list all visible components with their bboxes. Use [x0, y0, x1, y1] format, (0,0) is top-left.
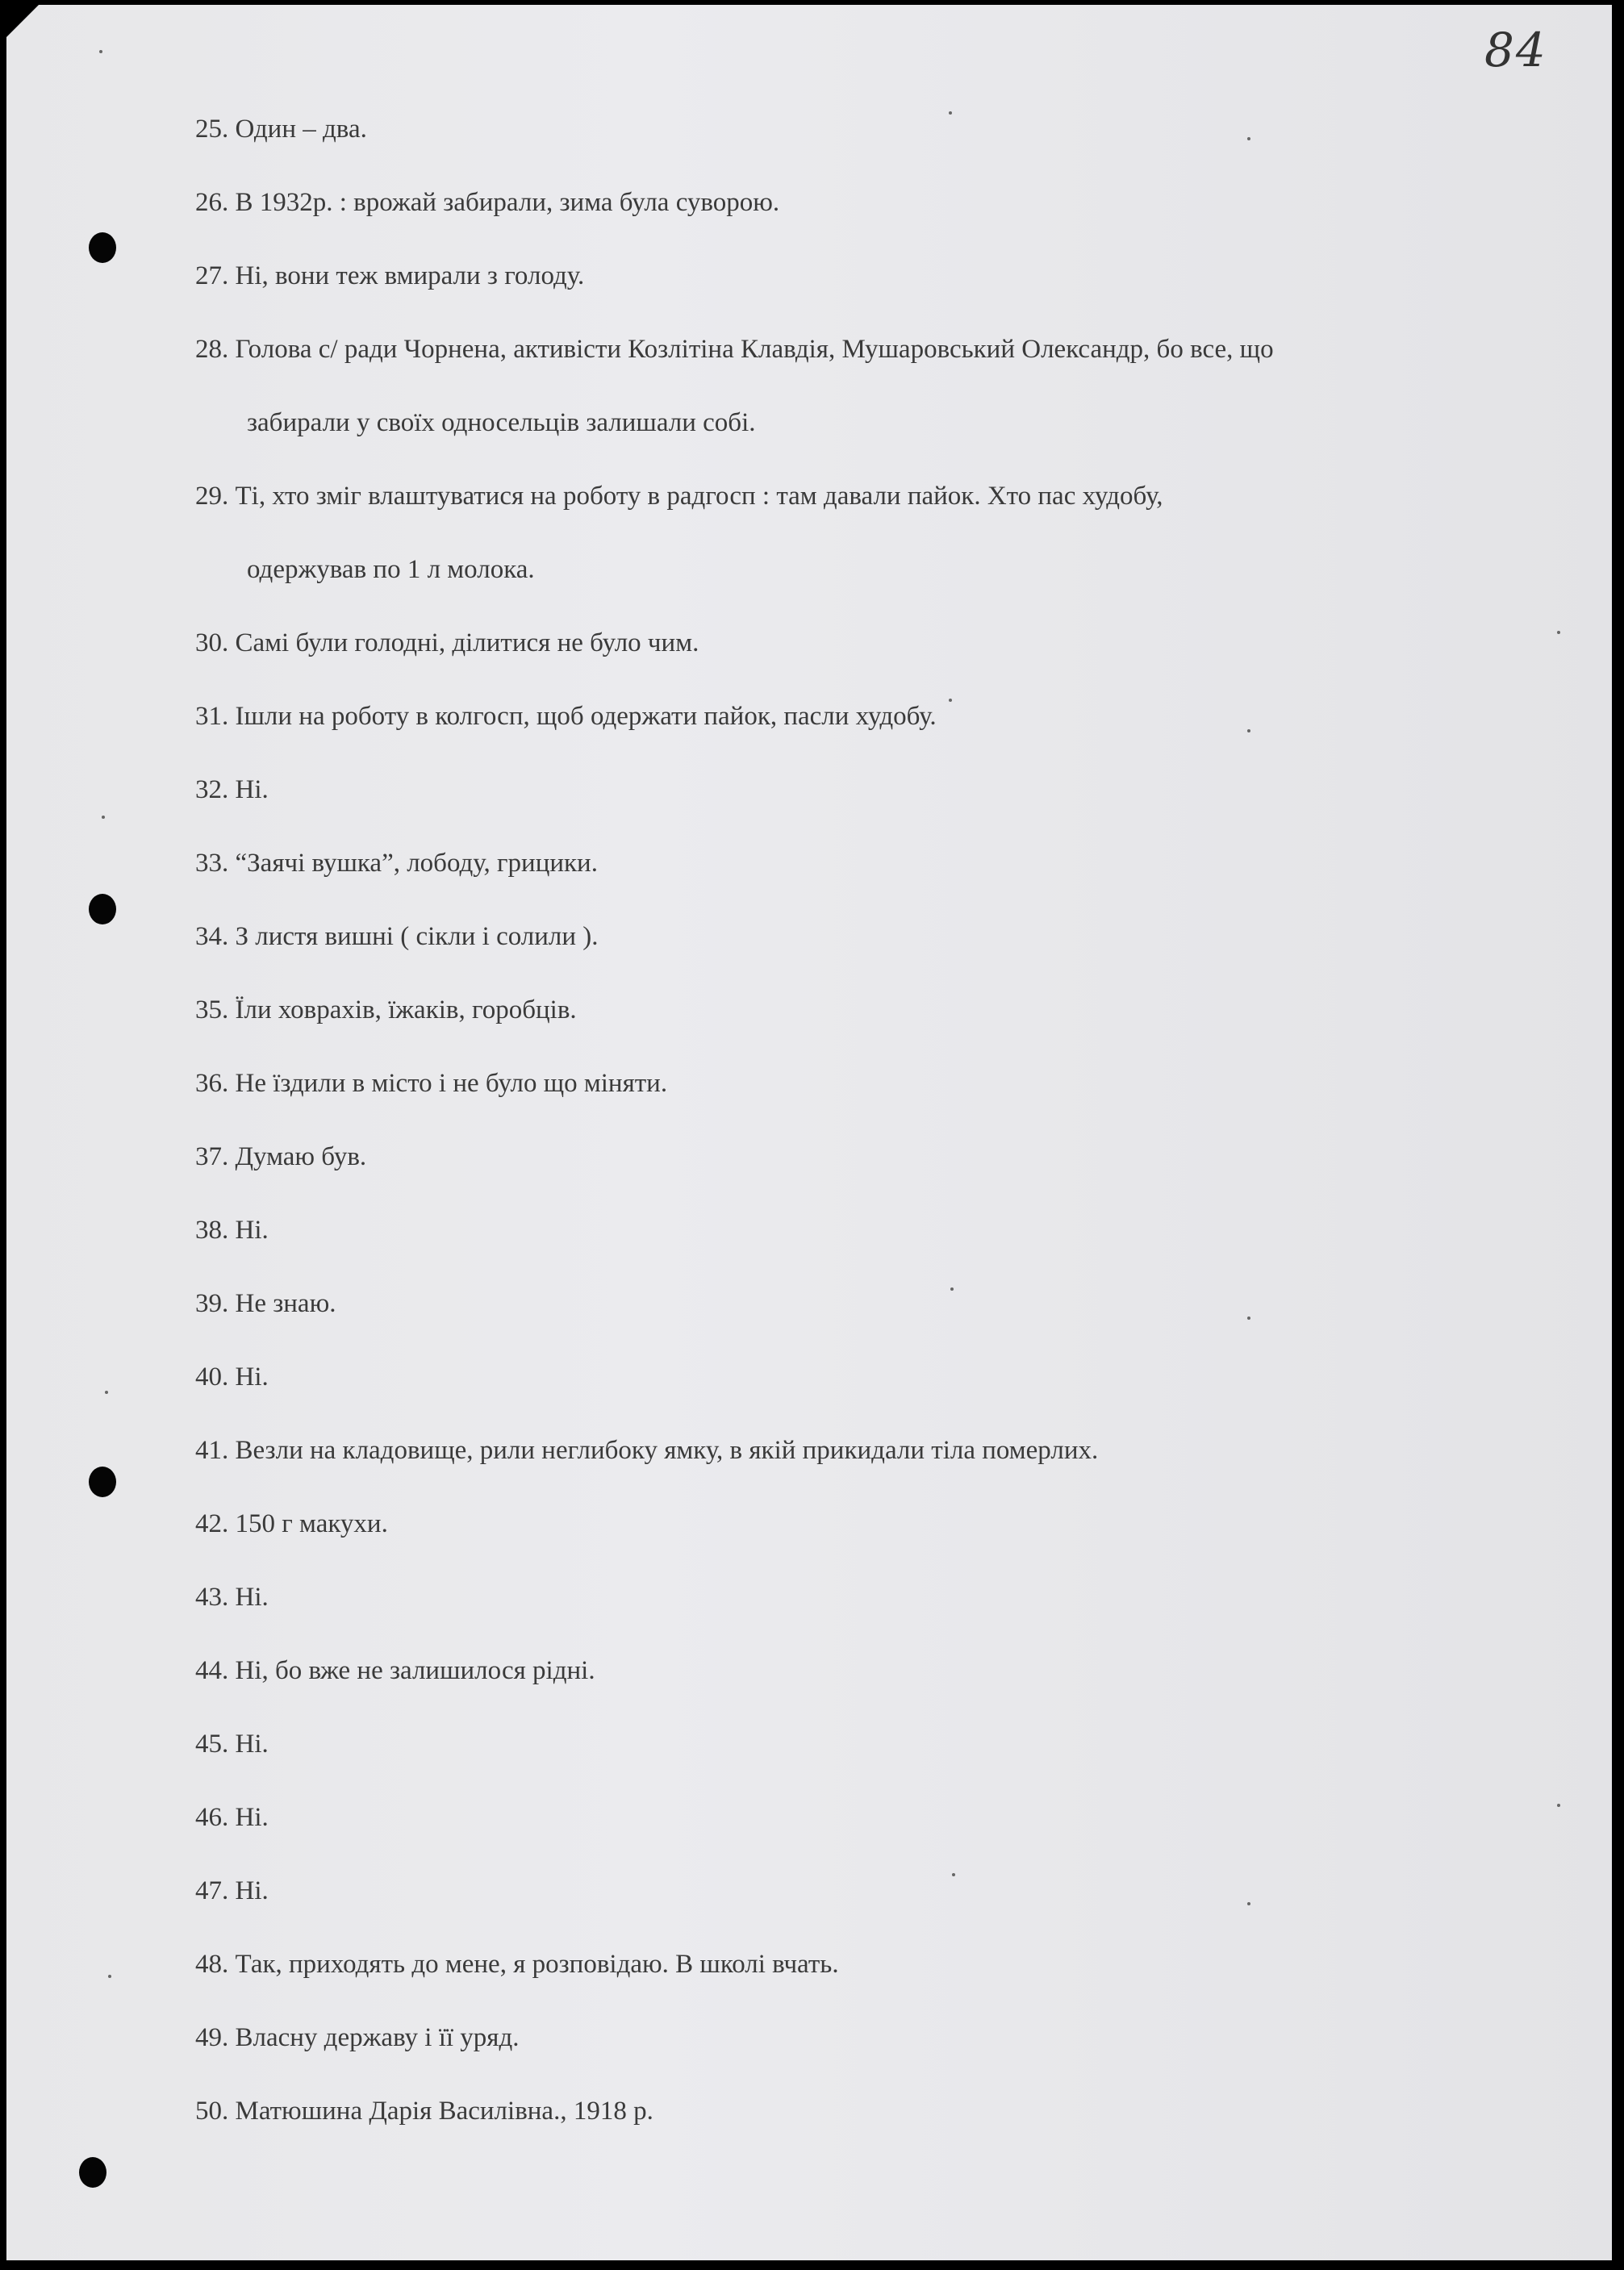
answer-line: 42. 150 г макухи. [195, 1509, 388, 1538]
answer-line: 27. Ні, вони теж вмирали з голоду. [195, 261, 585, 290]
answer-line: 36. Не їздили в місто і не було що міняти. [195, 1069, 668, 1098]
answer-line: 38. Ні. [195, 1216, 269, 1245]
answer-line: 31. Ішли на роботу в колгосп, щоб одержати пайок, пасли худобу. [195, 702, 937, 731]
answer-line: 35. Їли ховрахів, їжаків, горобців. [195, 995, 577, 1024]
answer-line: 30. Самі були голодні, ділитися не було чим. [195, 628, 699, 657]
answer-line: 49. Власну державу і її уряд. [195, 2023, 520, 2052]
answer-line: 32. Ні. [195, 775, 269, 804]
answer-line: 41. Везли на кладовище, рили неглибоку ямку, в якій прикидали тіла померлих. [195, 1436, 1099, 1465]
answer-line: 50. Матюшина Дарія Василівна., 1918 р. [195, 2097, 653, 2126]
speck [102, 816, 105, 819]
scan-corner [6, 5, 39, 37]
punch-hole [89, 1467, 116, 1497]
answer-line: 39. Не знаю. [195, 1289, 336, 1318]
punch-hole [79, 2157, 106, 2188]
speck [108, 1975, 111, 1978]
answer-line: 44. Ні, бо вже не залишилося рідні. [195, 1656, 595, 1685]
answer-line: 28. Голова с/ ради Чорнена, активісти Козлітіна Клавдія, Мушаровський Олександр, бо все, що [195, 335, 1274, 364]
answer-line: 40. Ні. [195, 1362, 269, 1392]
answer-line: 33. “Заячі вушка”, лободу, грицики. [195, 849, 598, 878]
answer-line: 48. Так, приходять до мене, я розповідаю. В школі вчать. [195, 1950, 839, 1979]
speck [105, 1391, 108, 1394]
page-number: 84 [1484, 23, 1547, 77]
answer-line: 47. Ні. [195, 1876, 269, 1905]
punch-hole [89, 232, 116, 263]
answer-list [195, 106, 1526, 2161]
answer-line: 34. З листя вишні ( сікли і солили ). [195, 922, 599, 951]
answer-line: 29. Ті, хто зміг влаштуватися на роботу в радгосп : там давали пайок. Хто пас худобу, [195, 482, 1163, 511]
speck [1557, 1804, 1560, 1807]
answer-line: 46. Ні. [195, 1803, 269, 1832]
answer-line-continuation: одержував по 1 л молока. [247, 555, 535, 584]
punch-hole [89, 894, 116, 924]
speck [1557, 631, 1560, 634]
speck [99, 50, 102, 53]
answer-line: 26. В 1932р. : врожай забирали, зима була суворою. [195, 188, 780, 217]
answer-line: 25. Один – два. [195, 115, 367, 144]
answer-line: 37. Думаю був. [195, 1142, 367, 1171]
answer-line-continuation: забирали у своїх односельців залишали собі. [247, 408, 756, 437]
document-page [6, 5, 1612, 2260]
answer-line: 43. Ні. [195, 1583, 269, 1612]
answer-line: 45. Ні. [195, 1730, 269, 1759]
